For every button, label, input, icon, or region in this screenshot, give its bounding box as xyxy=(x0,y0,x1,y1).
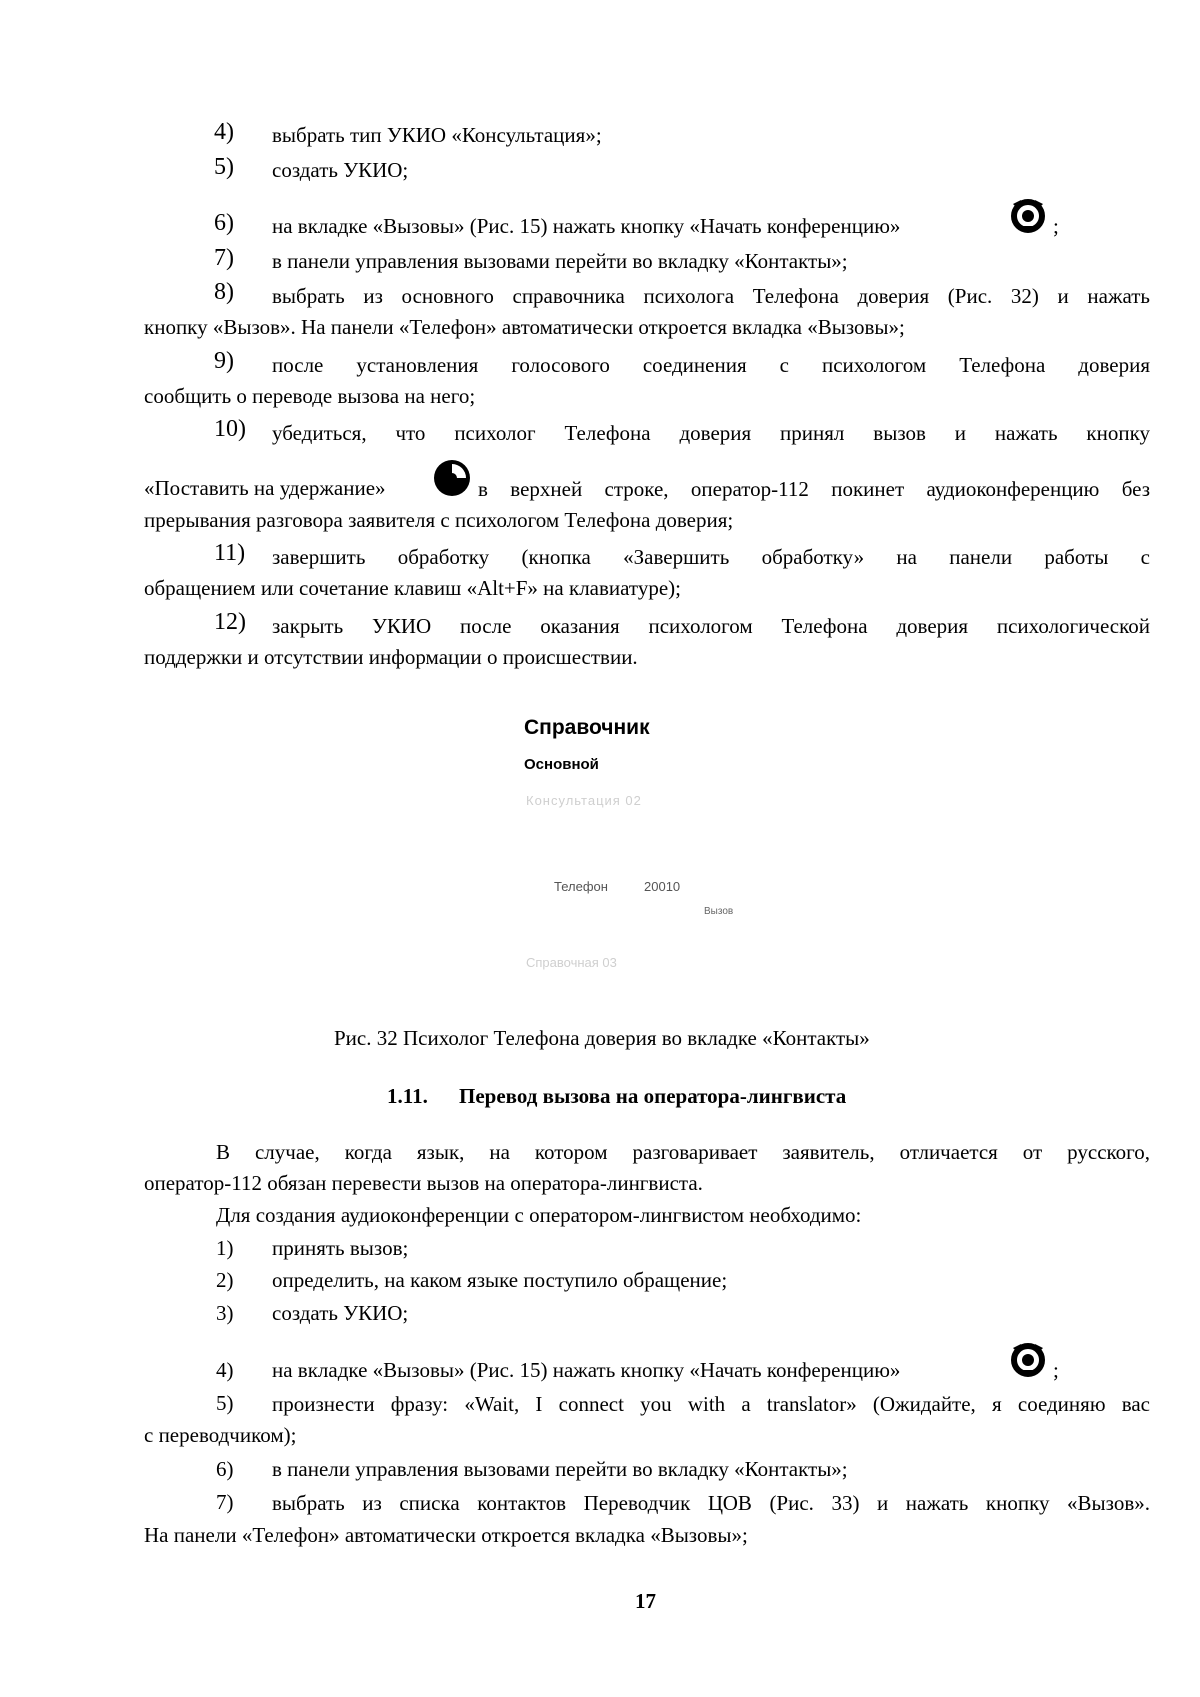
section-title: Перевод вызова на оператора-лингвиста xyxy=(459,1084,847,1108)
step-text: в панели управления вызовами перейти во вкладку «Контакты»; xyxy=(272,1457,848,1481)
step-text: на вкладке «Вызовы» (Рис. 15) нажать кнопку «Начать конференцию» xyxy=(272,1358,901,1382)
step-text-line1: произнести фразу: «Wait, I connect you with a translator» (Ожидайте, я соединяю вас xyxy=(272,1392,1150,1416)
figure-title: Справочник xyxy=(524,716,650,739)
step-number: 4) xyxy=(216,1358,234,1382)
step-number: 5) xyxy=(216,1391,234,1415)
conference-icon xyxy=(1007,1340,1049,1383)
step-text-line2: сообщить о переводе вызова на него; xyxy=(144,384,476,408)
figure-caption: Рис. 32 Психолог Телефона доверия во вкладке «Контакты» xyxy=(334,1026,870,1050)
conference-icon xyxy=(1007,196,1049,239)
step-number: 4) xyxy=(214,119,234,145)
step-text-line1: убедиться, что психолог Телефона доверия принял вызов и нажать кнопку xyxy=(272,421,1150,445)
step-number: 10) xyxy=(214,416,246,442)
paragraph-line1: В случае, когда язык, на котором разговаривает заявитель, отличается от русского, xyxy=(216,1140,1150,1164)
step-text-line2: На панели «Телефон» автоматически откроется вкладка «Вызовы»; xyxy=(144,1523,748,1547)
step-text-line2: кнопку «Вызов». На панели «Телефон» автоматически откроется вкладка «Вызовы»; xyxy=(144,315,905,339)
step-text-line2: обращением или сочетание клавиш «Alt+F» на клавиатуре); xyxy=(144,576,681,600)
step-text: определить, на каком языке поступило обращение; xyxy=(272,1268,728,1292)
step-number: 9) xyxy=(214,348,234,374)
step-text-line2: поддержки и отсутствии информации о происшествии. xyxy=(144,645,638,669)
step-number: 7) xyxy=(214,245,234,271)
faint-contact-label: Консультация 02 xyxy=(526,793,642,808)
step-text: в панели управления вызовами перейти во вкладку «Контакты»; xyxy=(272,249,848,273)
step-text: выбрать тип УКИО «Консультация»; xyxy=(272,123,602,147)
step-text-line2b: в верхней строке, оператор-112 покинет аудиоконференцию без xyxy=(478,477,1150,501)
faint-contact-label: Справочная 03 xyxy=(526,955,617,970)
step-suffix: ; xyxy=(1053,214,1059,238)
step-number: 11) xyxy=(214,540,246,566)
step-number: 2) xyxy=(216,1268,234,1292)
step-number: 12) xyxy=(214,609,246,635)
call-button[interactable]: Вызов xyxy=(704,906,734,917)
step-number: 8) xyxy=(214,279,234,305)
step-text-line2a: «Поставить на удержание» xyxy=(144,476,386,500)
step-text-line1: после установления голосового соединения с психологом Телефона доверия xyxy=(272,353,1150,377)
paragraph-line2: оператор-112 обязан перевести вызов на оператора-лингвиста. xyxy=(144,1171,703,1195)
page-number: 17 xyxy=(635,1589,656,1613)
step-text: на вкладке «Вызовы» (Рис. 15) нажать кнопку «Начать конференцию» xyxy=(272,214,901,238)
step-text-line1: завершить обработку (кнопка «Завершить обработку» на панели работы с xyxy=(272,545,1150,569)
section-number: 1.11. xyxy=(387,1084,428,1108)
step-number: 6) xyxy=(216,1457,234,1481)
figure-subtitle: Основной xyxy=(524,756,599,773)
paragraph-2: Для создания аудиоконференции с оператором-лингвистом необходимо: xyxy=(216,1203,862,1227)
step-number: 1) xyxy=(216,1236,234,1260)
step-number: 5) xyxy=(214,154,234,180)
step-text: создать УКИО; xyxy=(272,158,409,182)
step-number: 3) xyxy=(216,1301,234,1325)
hold-icon xyxy=(432,458,472,503)
step-text-line2: с переводчиком); xyxy=(144,1423,297,1447)
step-suffix: ; xyxy=(1053,1358,1059,1382)
step-text-line3: прерывания разговора заявителя с психологом Телефона доверия; xyxy=(144,508,734,532)
step-number: 7) xyxy=(216,1490,234,1514)
step-text: принять вызов; xyxy=(272,1236,409,1260)
step-text: создать УКИО; xyxy=(272,1301,409,1325)
phone-label: Телефон xyxy=(554,879,608,894)
step-text-line1: выбрать из списка контактов Переводчик ЦОВ (Рис. 33) и нажать кнопку «Вызов». xyxy=(272,1491,1150,1515)
phone-number: 20010 xyxy=(644,879,681,894)
step-text-line1: выбрать из основного справочника психолога Телефона доверия (Рис. 32) и нажать xyxy=(272,284,1150,308)
step-number: 6) xyxy=(214,210,234,236)
step-text-line1: закрыть УКИО после оказания психологом Телефона доверия психологической xyxy=(272,614,1150,638)
